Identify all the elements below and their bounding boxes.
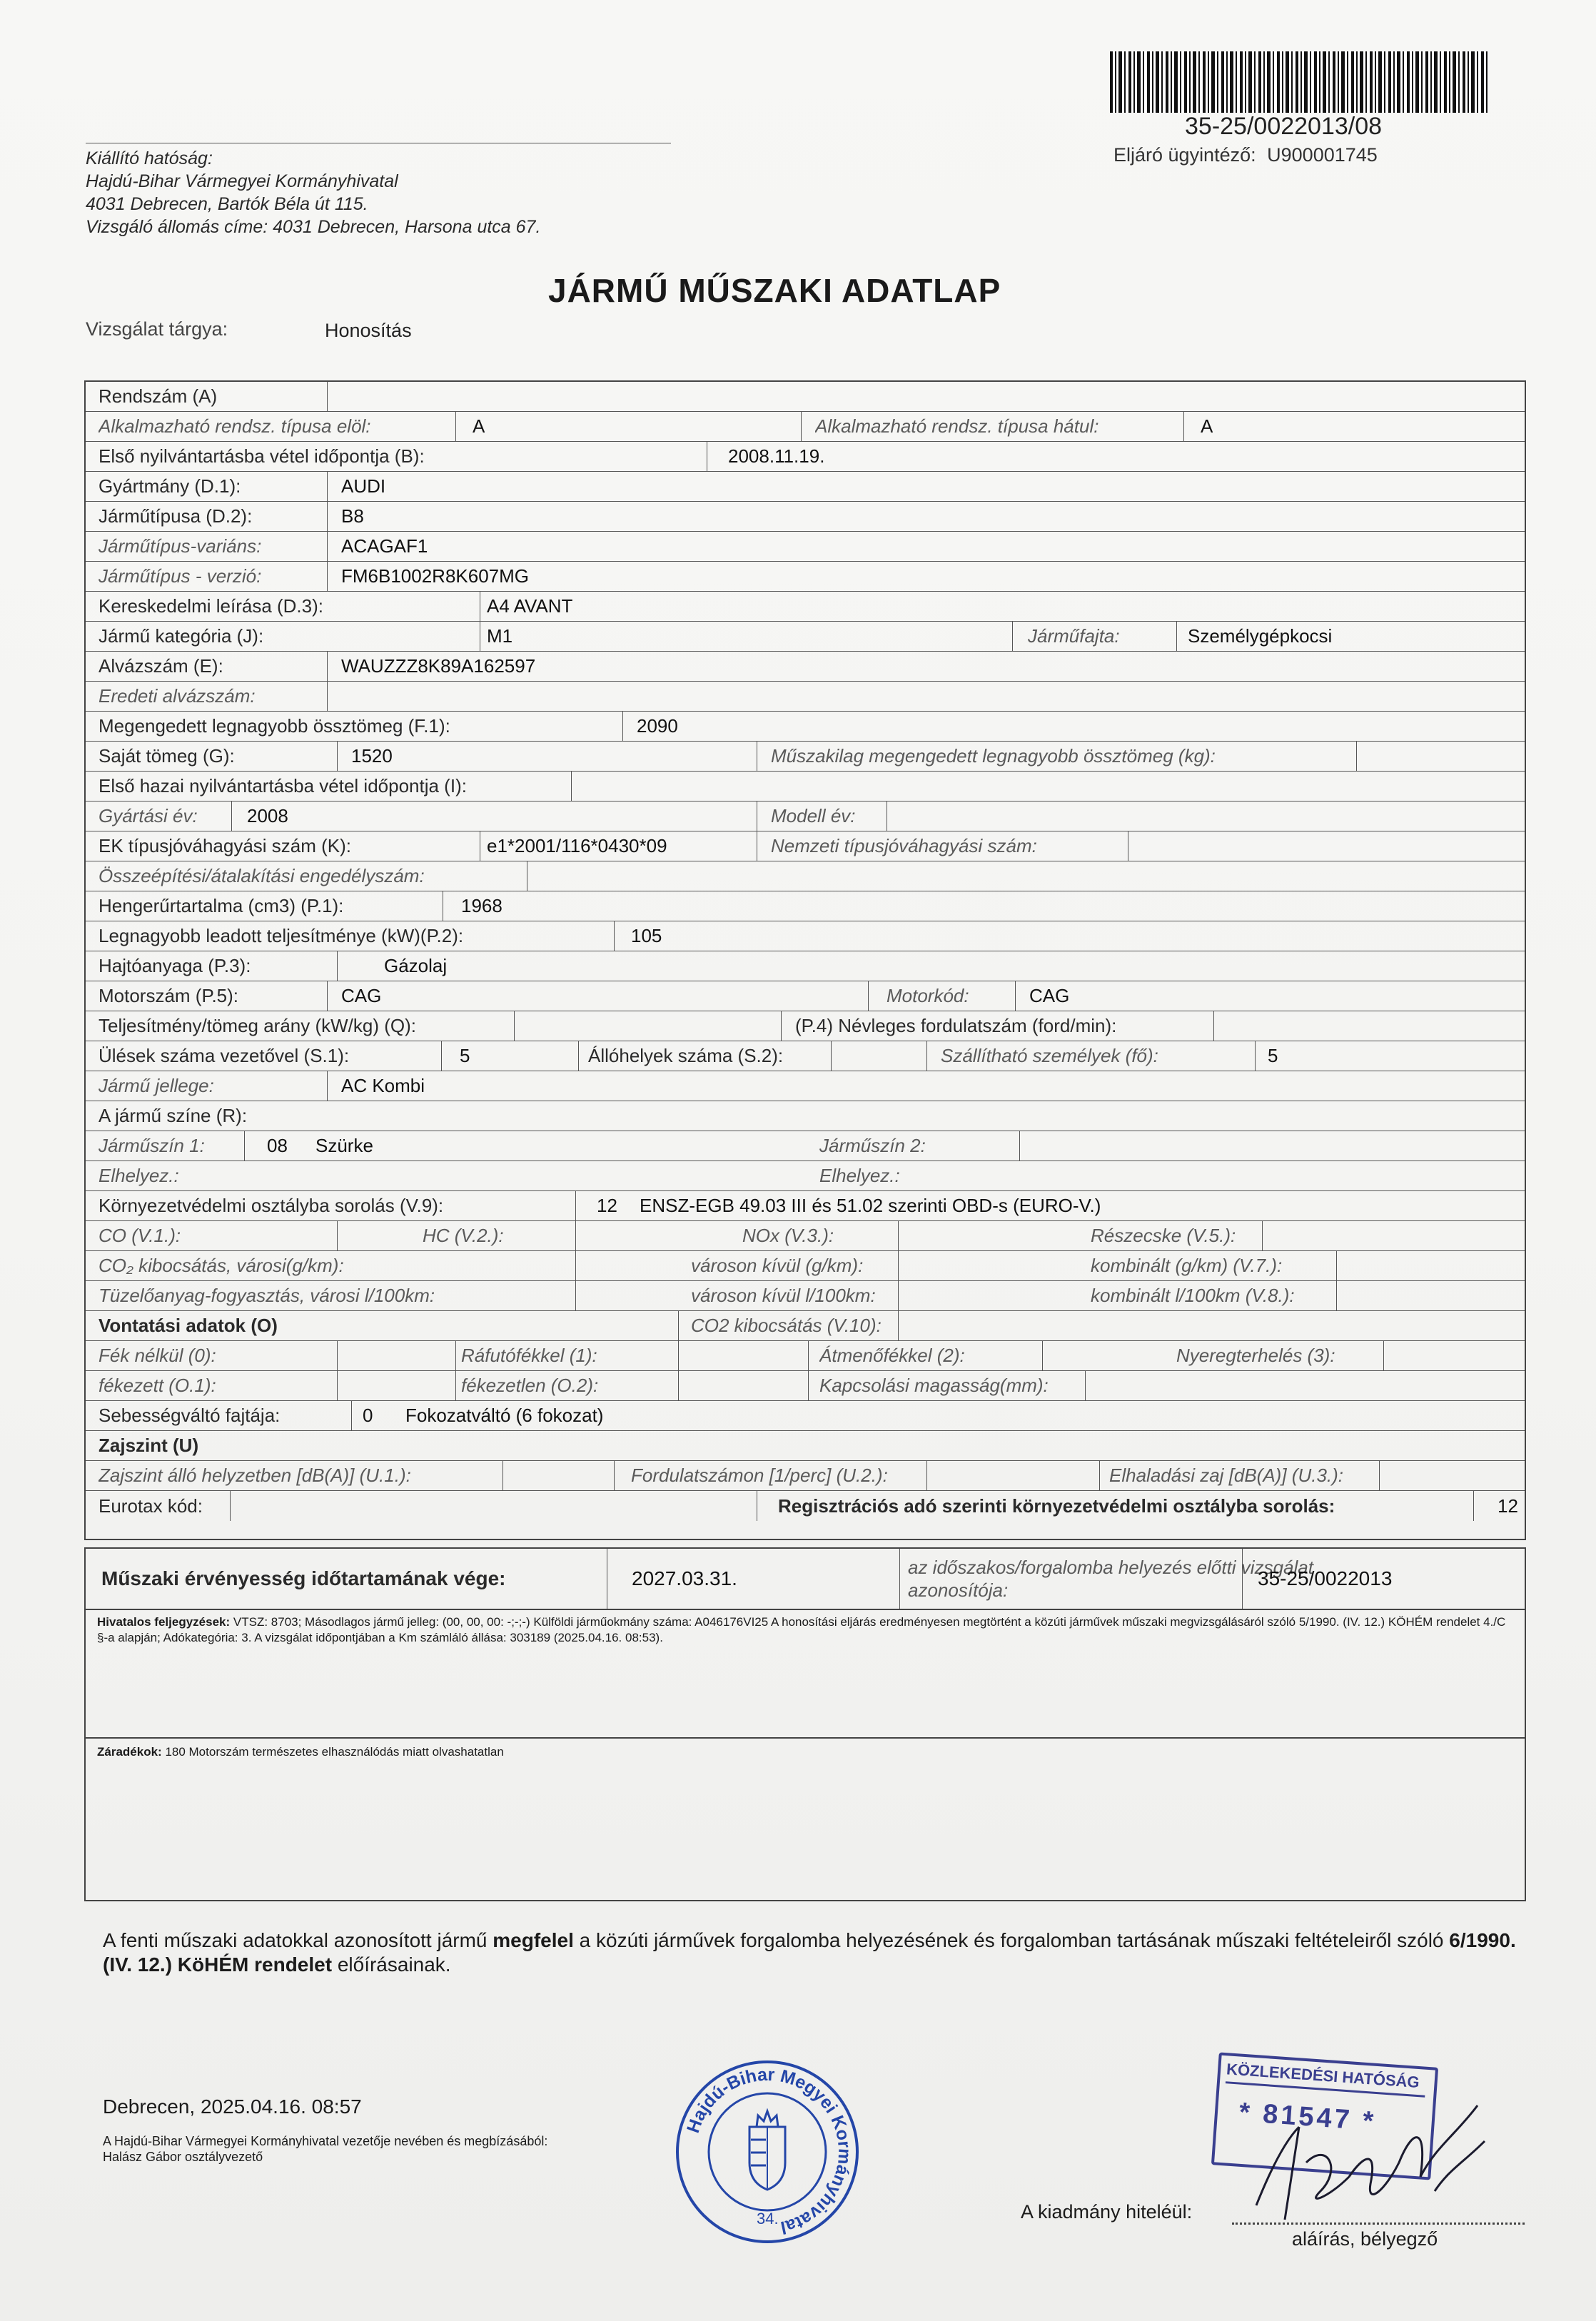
signature-dotted-line <box>1232 2223 1525 2225</box>
persons-value: 5 <box>1268 1045 1278 1066</box>
displacement-label: Hengerűrtartalma (cm3) (P.1): <box>99 895 344 916</box>
row-gearbox <box>86 1401 1525 1431</box>
row-own-mass <box>86 742 1525 772</box>
remarks-box <box>84 1610 1526 1739</box>
document-title: JÁRMŰ MŰSZAKI ADATLAP <box>548 272 1001 309</box>
plate-rear-value: A <box>1201 415 1213 437</box>
inspection-value: 35-25/0022013 <box>1258 1567 1393 1589</box>
seal-text: Hajdú-Bihar Megyei Kormányhivatal <box>682 2064 855 2238</box>
engine-code-value: CAG <box>1029 985 1070 1006</box>
row-emissions <box>86 1221 1525 1251</box>
reg-tax-value: 12 <box>1497 1495 1518 1517</box>
row-fuel <box>86 951 1525 981</box>
engine-no-label: Motorszám (P.5): <box>99 985 239 1006</box>
row-plate-types <box>86 412 1525 442</box>
seats-label: Ülések száma vezetővel (S.1): <box>99 1045 350 1066</box>
clauses-text: 180 Motorszám természetes elhasználódás miatt olvashatatlan <box>165 1745 504 1759</box>
co2-extra-label: városon kívül (g/km): <box>691 1255 864 1276</box>
towing-label: Vontatási adatok (O) <box>99 1315 278 1336</box>
row-first-reg <box>86 442 1525 472</box>
row-plate <box>86 382 1525 412</box>
row-trade <box>86 592 1525 622</box>
placement1-label: Elhelyez.: <box>99 1165 179 1186</box>
statement-part3: előírásainak. <box>332 1953 451 1976</box>
gearbox-label: Sebességváltó fajtája: <box>99 1405 281 1426</box>
co-label: CO (V.1.): <box>99 1225 181 1246</box>
hc-label: HC (V.2.): <box>423 1225 504 1246</box>
data-table <box>84 380 1526 1540</box>
category-value: M1 <box>487 625 513 647</box>
row-type <box>86 502 1525 532</box>
kind-label: Járműfajta: <box>1028 625 1120 647</box>
seats-value: 5 <box>460 1045 470 1066</box>
place-date: Debrecen, 2025.04.16. 08:57 <box>103 2095 362 2118</box>
handwritten-signature <box>1242 2084 1499 2227</box>
fuel-comb-label: kombinált l/100km (V.8.): <box>1091 1285 1295 1306</box>
tech-max-mass-label: Műszakilag megengedett legnagyobb össztömeg (kg): <box>771 745 1216 767</box>
env-label: Környezetvédelmi osztályba sorolás (V.9): <box>99 1195 444 1216</box>
saddle-label: Nyeregterhelés (3): <box>1176 1345 1335 1366</box>
hitch-label: Kapcsolási magasság(mm): <box>819 1375 1049 1396</box>
pw-ratio-label: Teljesítmény/tömeg arány (kW/kg) (Q): <box>99 1015 416 1036</box>
row-pw-ratio <box>86 1011 1525 1041</box>
ec-label: EK típusjóváhagyási szám (K): <box>99 835 352 856</box>
plate-rear-label: Alkalmazható rendsz. típusa hátul: <box>815 415 1099 437</box>
model-year-label: Modell év: <box>771 805 856 826</box>
remarks-text: VTSZ: 8703; Másodlagos jármű jelleg: (00, 00, 00: -;-;-) Külföldi járműokmány száma: A046176VI25 A honosítási eljárás eredményesen megtörtént a közúti járművek műszaki megvizsgálásáról szóló 5/1990. (IV. 12.) KÖHÉM rendelet 4./C §-a alapján; Adókategória: 3. A vizsgálat időpontjában a Km számláló állása: 303189 (2025.04.16. 08:53). <box>97 1615 1506 1644</box>
pm-label: Részecske (V.5.): <box>1091 1225 1236 1246</box>
noise-rpm-label: Fordulatszámon [1/perc] (U.2.): <box>631 1465 888 1486</box>
statement-bold2: 6/1990. (IV. 12.) KöHÉM rendelet <box>103 1929 1516 1976</box>
row-category <box>86 622 1525 652</box>
case-officer-value: U900001745 <box>1267 144 1378 166</box>
row-max-mass <box>86 712 1525 742</box>
station-address: Vizsgáló állomás címe: 4031 Debrecen, Harsona utca 67. <box>86 217 541 237</box>
vin-value: WAUZZZ8K89A162597 <box>341 655 536 677</box>
unbraked2-label: fékezetlen (O.2): <box>461 1375 599 1396</box>
max-mass-value: 2090 <box>637 715 678 737</box>
variant-value: ACAGAF1 <box>341 535 428 557</box>
category-label: Jármű kategória (J): <box>99 625 264 647</box>
variant-label: Járműtípus-variáns: <box>99 535 262 557</box>
rpm-label: (P.4) Névleges fordulatszám (ford/min): <box>795 1015 1117 1036</box>
rebuild-label: Összeépítési/átalakítási engedélyszám: <box>99 865 425 886</box>
make-label: Gyártmány (D.1): <box>99 475 241 497</box>
row-engine <box>86 981 1525 1011</box>
case-officer <box>1113 144 1378 166</box>
color-section-label: A jármű színe (R): <box>99 1105 248 1126</box>
row-noise-section <box>86 1431 1525 1461</box>
row-first-hu <box>86 772 1525 802</box>
row-seats <box>86 1041 1525 1071</box>
type-label: Járműtípusa (D.2): <box>99 505 253 527</box>
noise-section-label: Zajszint (U) <box>99 1435 199 1456</box>
validity-label: Műszaki érvényesség időtartamának vége: <box>101 1567 506 1589</box>
nature-label: Jármű jellege: <box>99 1075 214 1096</box>
inspection-label: az időszakos/forgalomba helyezés előtti vizsgálat azonosítója: <box>908 1557 1313 1601</box>
standing-label: Állóhelyek száma (S.2): <box>588 1045 784 1066</box>
trade-value: A4 AVANT <box>487 595 573 617</box>
gearbox-code: 0 <box>363 1405 373 1426</box>
row-brakes <box>86 1341 1525 1371</box>
issuer-label: Kiállító hatóság: <box>86 148 213 168</box>
row-ec <box>86 831 1525 861</box>
first-reg-value: 2008.11.19. <box>728 445 825 467</box>
statement-part1: A fenti műszaki adatokkal azonosított jármű <box>103 1929 493 1951</box>
issuer-name: Hajdú-Bihar Vármegyei Kormányhivatal <box>86 171 398 191</box>
validity-box <box>84 1547 1526 1610</box>
validity-value: 2027.03.31. <box>632 1567 737 1589</box>
row-braked <box>86 1371 1525 1401</box>
row-colors <box>86 1131 1525 1161</box>
max-mass-label: Megengedett legnagyobb össztömeg (F.1): <box>99 715 450 737</box>
engine-code-label: Motorkód: <box>887 985 969 1006</box>
row-color-section <box>86 1101 1525 1131</box>
trade-label: Kereskedelmi leírása (D.3): <box>99 595 323 617</box>
through-label: Átmenőfékkel (2): <box>819 1345 965 1366</box>
row-towing <box>86 1311 1525 1341</box>
version-value: FM6B1002R8K607MG <box>341 565 530 587</box>
braked-label: fékezett (O.1): <box>99 1375 216 1396</box>
crown-icon <box>757 2111 778 2127</box>
issuer-block <box>86 147 540 238</box>
plate-front-value: A <box>473 415 485 437</box>
fuel-label: Hajtóanyaga (P.3): <box>99 955 251 976</box>
issuer-address: 4031 Debrecen, Bartók Béla út 115. <box>86 194 368 214</box>
statement-part2: a közúti járművek forgalomba helyezésének és forgalomban tartásának műszaki feltételeiről szóló <box>573 1929 1450 1951</box>
reg-tax-label: Regisztrációs adó szerinti környezetvédelmi osztályba sorolás: <box>778 1495 1335 1517</box>
signer-line2: Halász Gábor osztályvezető <box>103 2150 263 2164</box>
row-variant <box>86 532 1525 562</box>
ec-value: e1*2001/116*0430*09 <box>487 835 667 856</box>
row-make <box>86 472 1525 502</box>
year-label: Gyártási év: <box>99 805 198 826</box>
color1-code: 08 <box>267 1135 288 1156</box>
barcode <box>1110 51 1488 113</box>
persons-label: Szállítható személyek (fő): <box>941 1045 1158 1066</box>
row-power <box>86 921 1525 951</box>
co2-comb-label: kombinált (g/km) (V.7.): <box>1091 1255 1283 1276</box>
version-label: Járműtípus - verzió: <box>99 565 262 587</box>
noise-stand-label: Zajszint álló helyzetben [dB(A)] (U.1.): <box>99 1465 411 1486</box>
co2-city-label: CO₂ kibocsátás, városi(g/km): <box>99 1255 344 1276</box>
row-rebuild <box>86 861 1525 891</box>
clauses-box <box>84 1739 1526 1901</box>
fuel-value: Gázolaj <box>384 955 448 976</box>
color1-name: Szürke <box>315 1135 373 1156</box>
row-version <box>86 562 1525 592</box>
color2-label: Járműszín 2: <box>819 1135 926 1156</box>
stamp-title: KÖZLEKEDÉSI HATÓSÁG <box>1226 2060 1427 2097</box>
sign-label: aláírás, bélyegző <box>1292 2228 1438 2250</box>
kind-value: Személygépkocsi <box>1188 625 1333 647</box>
first-reg-label: Első nyilvántartásba vétel időpontja (B): <box>99 445 425 467</box>
row-consumption <box>86 1281 1525 1311</box>
row-nature <box>86 1071 1525 1101</box>
color1-label: Járműszín 1: <box>99 1135 205 1156</box>
nox-label: NOx (V.3.): <box>742 1225 834 1246</box>
statement-bold1: megfelel <box>493 1929 574 1951</box>
plate-label: Rendszám (A) <box>99 385 218 407</box>
fuel-city-label: Tüzelőanyag-fogyasztás, városi l/100km: <box>99 1285 435 1306</box>
stamp-number: * 81547 * <box>1238 2097 1378 2137</box>
make-value: AUDI <box>341 475 386 497</box>
eurotax-label: Eurotax kód: <box>99 1495 203 1517</box>
first-hu-label: Első hazai nyilvántartásba vétel időpontja (I): <box>99 775 467 797</box>
placement2-label: Elhelyez.: <box>819 1165 900 1186</box>
plate-front-label: Alkalmazható rendsz. típusa elöl: <box>99 415 371 437</box>
case-officer-label: Eljáró ügyintéző: <box>1113 144 1256 166</box>
noise-pass-label: Elhaladási zaj [dB(A)] (U.3.): <box>1109 1465 1344 1486</box>
power-label: Legnagyobb leadott teljesítménye (kW)(P.2): <box>99 925 464 946</box>
round-seal <box>671 2055 864 2248</box>
gearbox-value: Fokozatváltó (6 fokozat) <box>405 1405 604 1426</box>
subject-label: Vizsgálat tárgya: <box>86 318 228 340</box>
fuel-extra-label: városon kívül l/100km: <box>691 1285 876 1306</box>
seal-number: 34. <box>757 2210 779 2228</box>
document-number: 35-25/0022013/08 <box>1185 113 1383 140</box>
compliance-statement <box>103 1928 1523 1977</box>
subject-value: Honosítás <box>325 320 412 341</box>
orig-vin-label: Eredeti alvázszám: <box>99 685 256 707</box>
overrun-label: Ráfutófékkel (1): <box>461 1345 597 1366</box>
displacement-value: 1968 <box>461 895 502 916</box>
own-mass-label: Saját tömeg (G): <box>99 745 235 767</box>
row-eurotax <box>86 1491 1525 1521</box>
remarks-title: Hivatalos feljegyzések: <box>97 1615 231 1629</box>
national-label: Nemzeti típusjóváhagyási szám: <box>771 835 1037 856</box>
row-noise <box>86 1461 1525 1491</box>
unbraked-label: Fék nélkül (0): <box>99 1345 216 1366</box>
env-code: 12 <box>597 1195 617 1216</box>
nature-value: AC Kombi <box>341 1075 425 1096</box>
certified-label: A kiadmány hiteléül: <box>1021 2201 1193 2223</box>
signer-line1: A Hajdú-Bihar Vármegyei Kormányhivatal vezetője nevében és megbízásából: <box>103 2134 548 2148</box>
row-placement <box>86 1161 1525 1191</box>
row-co2 <box>86 1251 1525 1281</box>
env-value: ENSZ-EGB 49.03 III és 51.02 szerinti OBD-s (EURO-V.) <box>640 1195 1101 1216</box>
engine-no-value: CAG <box>341 985 382 1006</box>
co2-label: CO2 kibocsátás (V.10): <box>691 1315 882 1336</box>
type-value: B8 <box>341 505 364 527</box>
row-displacement <box>86 891 1525 921</box>
own-mass-value: 1520 <box>351 745 393 767</box>
power-value: 105 <box>631 925 662 946</box>
year-value: 2008 <box>247 805 288 826</box>
clauses-title: Záradékok: <box>97 1745 162 1759</box>
row-env <box>86 1191 1525 1221</box>
vin-label: Alvázszám (E): <box>99 655 223 677</box>
row-orig-vin <box>86 682 1525 712</box>
row-vin <box>86 652 1525 682</box>
row-year <box>86 802 1525 831</box>
